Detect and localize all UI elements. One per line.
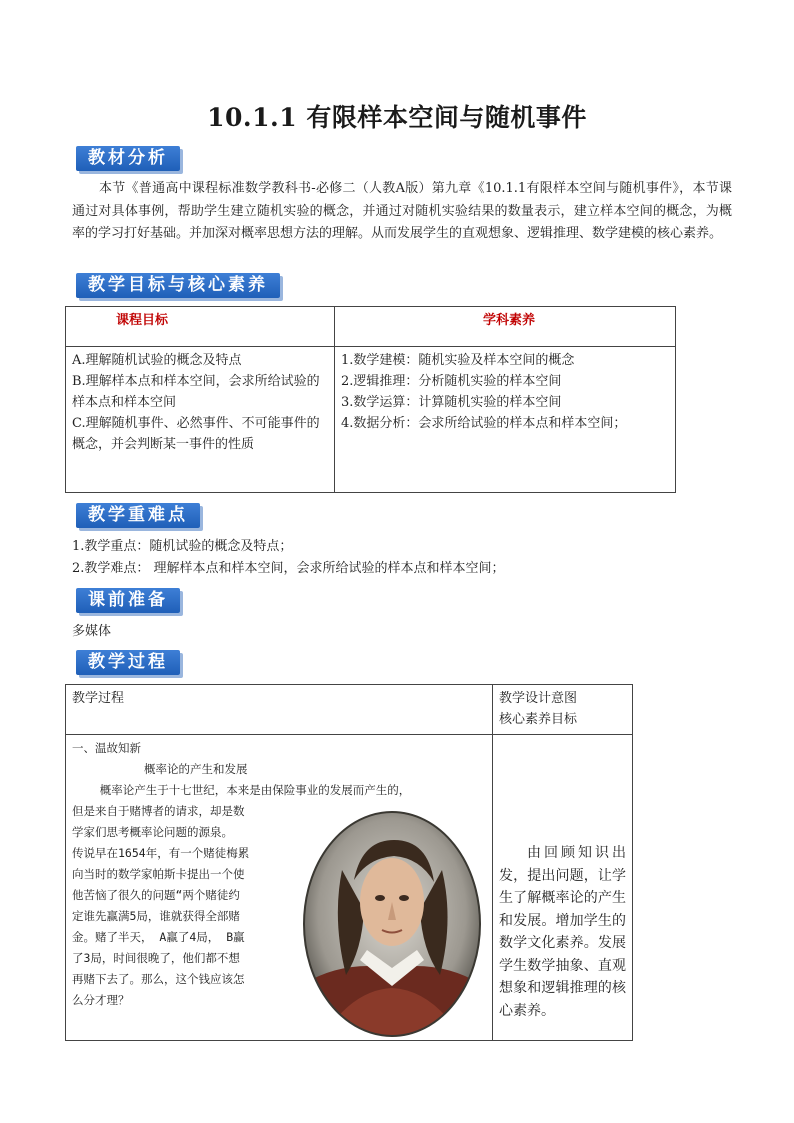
section-badge-prep: 课前准备 xyxy=(76,588,180,613)
intent-cell xyxy=(493,735,633,1041)
prep-text: 多媒体 xyxy=(72,624,112,639)
story-line-11: 么分才理？ xyxy=(72,993,130,1007)
story-line-3: 学家们思考概率论问题的源泉。 xyxy=(72,825,233,839)
section-badge-goals: 教学目标与核心素养 xyxy=(76,273,280,298)
course-goal-b: B.理解样本点和样本空间，会求所给试验的样本点和样本空间 xyxy=(72,374,320,410)
story-line-4: 传说早在1654年，有一个赌徒梅累 xyxy=(72,846,250,860)
goals-col2-body xyxy=(335,347,676,493)
pascal-portrait-image xyxy=(302,810,482,1038)
analysis-paragraph: 本节《普通高中课程标准数学教科书-必修二（人教A版）第九章《10.1.1有限样本空间与随机事件》，本节课通过对具体事例，帮助学生建立随机实验的概念，并通过对随机实验结果的数量表示，建立样本空间的概念，为概率的学习打好基础。并加深对概率思想方法的理解。从而发展学生的直观想象、逻辑推理、数学建模的核心素养。 xyxy=(72,181,732,241)
story-line-6: 他苦恼了很久的问题“两个赌徒约 xyxy=(72,888,240,902)
literacy-item-4: 4.数据分析：会求所给试验的样本点和样本空间； xyxy=(341,416,627,431)
goals-col2-header-cell xyxy=(335,307,676,347)
intent-header-line1: 教学设计意图 xyxy=(499,691,578,706)
goals-table xyxy=(65,306,676,493)
page-title: 10.1.1 有限样本空间与随机事件 xyxy=(207,103,587,132)
process-section-title: 一、温故知新 xyxy=(72,741,141,755)
course-goal-a: A.理解随机试验的概念及特点 xyxy=(72,353,242,368)
story-line-5: 向当时的数学家帕斯卡提出一个使 xyxy=(72,867,245,881)
story-line-8: 金。赌了半天， A赢了4局， B赢 xyxy=(72,930,245,944)
story-line-10: 再赌下去了。那么，这个钱应该怎 xyxy=(72,972,245,986)
section-badge-analysis: 教材分析 xyxy=(76,146,180,171)
intent-header-line2: 核心素养目标 xyxy=(499,712,578,727)
course-goal-c: C.理解随机事件、必然事件、不可能事件的概念，并会判断某一事件的性质 xyxy=(72,416,320,452)
difficult-point: 2.教学难点： 理解样本点和样本空间，会求所给试验的样本点和样本空间； xyxy=(72,561,505,576)
goals-col1-header: 课程目标 xyxy=(116,313,169,328)
story-line-9: 了3局，时间很晚了，他们都不想 xyxy=(72,951,240,965)
section-badge-difficulty: 教学重难点 xyxy=(76,503,200,528)
goals-col2-header: 学科素养 xyxy=(483,313,536,328)
story-line-7: 定谁先赢满5局，谁就获得全部赌 xyxy=(72,909,240,923)
section-badge-process: 教学过程 xyxy=(76,650,180,675)
process-col1-header: 教学过程 xyxy=(66,685,493,735)
goals-col1-body xyxy=(66,347,335,493)
literacy-item-3: 3.数学运算：计算随机实验的样本空间 xyxy=(341,395,562,410)
story-line-1: 概率论产生于十七世纪，本来是由保险事业的发展而产生的， xyxy=(72,783,411,797)
story-line-2: 但是来自于赌博者的请求，却是数 xyxy=(72,804,245,818)
key-point: 1.教学重点：随机试验的概念及特点； xyxy=(72,539,293,554)
intent-text: 由回顾知识出发，提出问题，让学生了解概率论的产生和发展。增加学生的数学文化素养。发展学生数学抽象、直观想象和逻辑推理的核心素养。 xyxy=(499,845,626,1019)
process-subtitle: 概率论的产生和发展 xyxy=(144,762,248,776)
process-col2-header xyxy=(493,685,633,735)
literacy-item-2: 2.逻辑推理：分析随机实验的样本空间 xyxy=(341,374,562,389)
goals-col1-header-cell xyxy=(66,307,335,347)
literacy-item-1: 1.数学建模：随机实验及样本空间的概念 xyxy=(341,353,575,368)
